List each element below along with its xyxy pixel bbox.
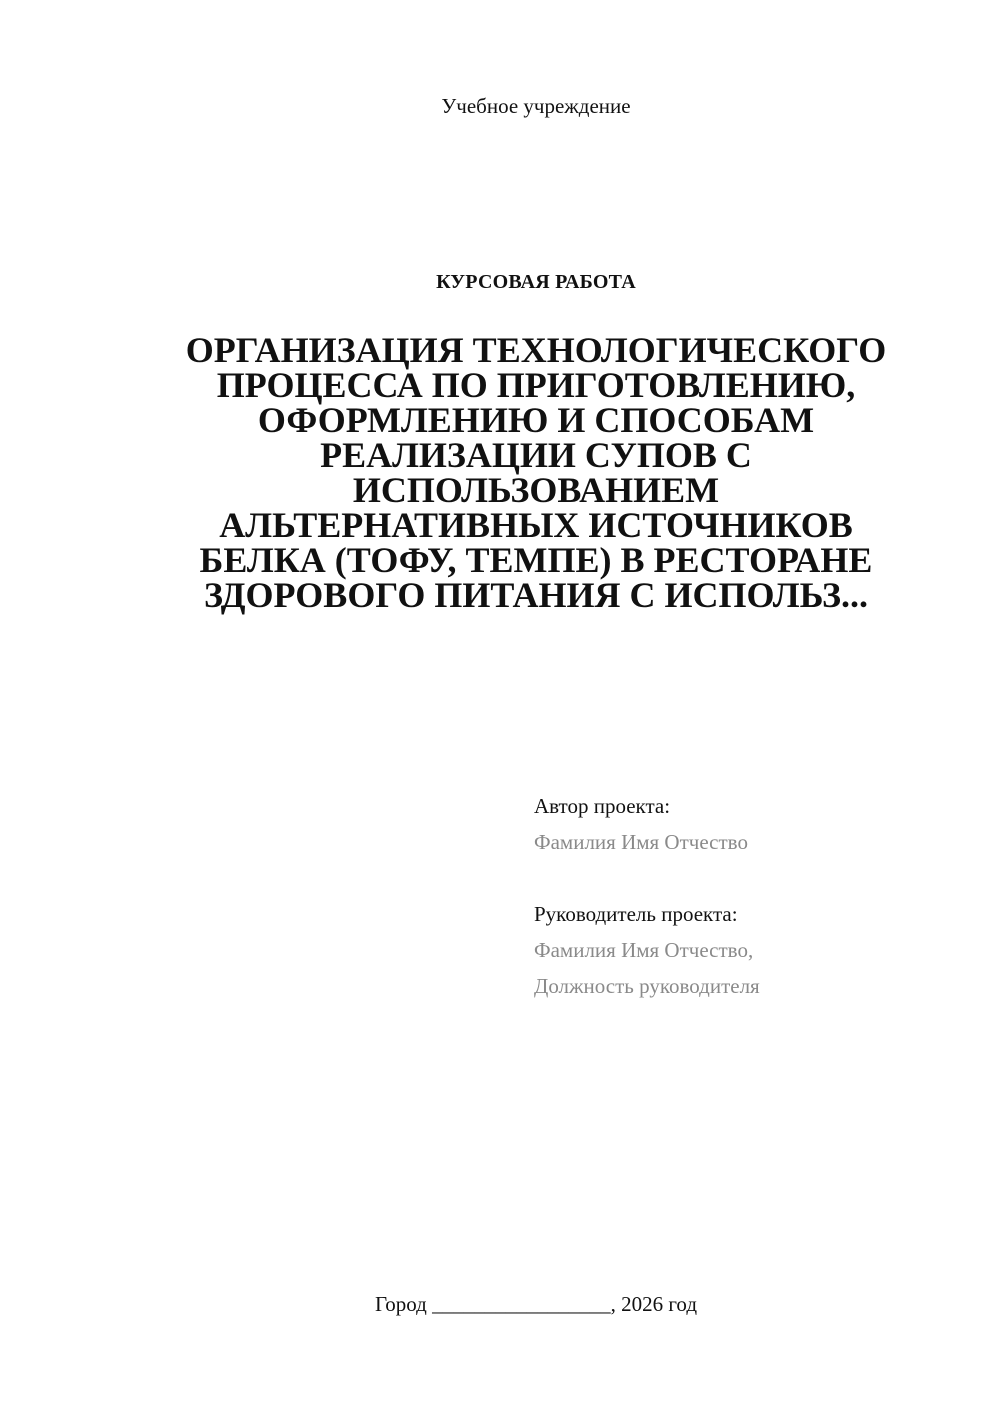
institution-name: Учебное учреждение [441, 94, 631, 118]
supervisor-name: Фамилия Имя Отчество, [534, 938, 754, 962]
spacer [534, 860, 974, 896]
title-line: ОФОРМЛЕНИЮ И СПОСОБАМ [257, 400, 815, 440]
document-type: КУРСОВАЯ РАБОТА [436, 271, 636, 293]
title-line: РЕАЛИЗАЦИИ СУПОВ С [320, 435, 752, 475]
title-line: ОРГАНИЗАЦИЯ ТЕХНОЛОГИЧЕСКОГО [185, 330, 887, 370]
city-year: Город _________________, 2026 год [374, 1292, 698, 1316]
title-line: ИСПОЛЬЗОВАНИЕМ [352, 470, 720, 510]
supervisor-position: Должность руководителя [534, 974, 760, 998]
title-line: ПРОЦЕССА ПО ПРИГОТОВЛЕНИЮ, [216, 365, 856, 405]
title-line: АЛЬТЕРНАТИВНЫХ ИСТОЧНИКОВ [219, 505, 853, 545]
title-line: ЗДОРОВОГО ПИТАНИЯ С ИСПОЛЬЗ... [203, 575, 869, 615]
document-title [140, 330, 932, 615]
author-label: Автор проекта: [534, 794, 671, 818]
supervisor-label: Руководитель проекта: [534, 902, 738, 926]
authors-block [534, 788, 974, 1004]
title-line: БЕЛКА (ТОФУ, ТЕМПЕ) В РЕСТОРАНЕ [199, 540, 873, 580]
author-name: Фамилия Имя Отчество [534, 830, 748, 854]
